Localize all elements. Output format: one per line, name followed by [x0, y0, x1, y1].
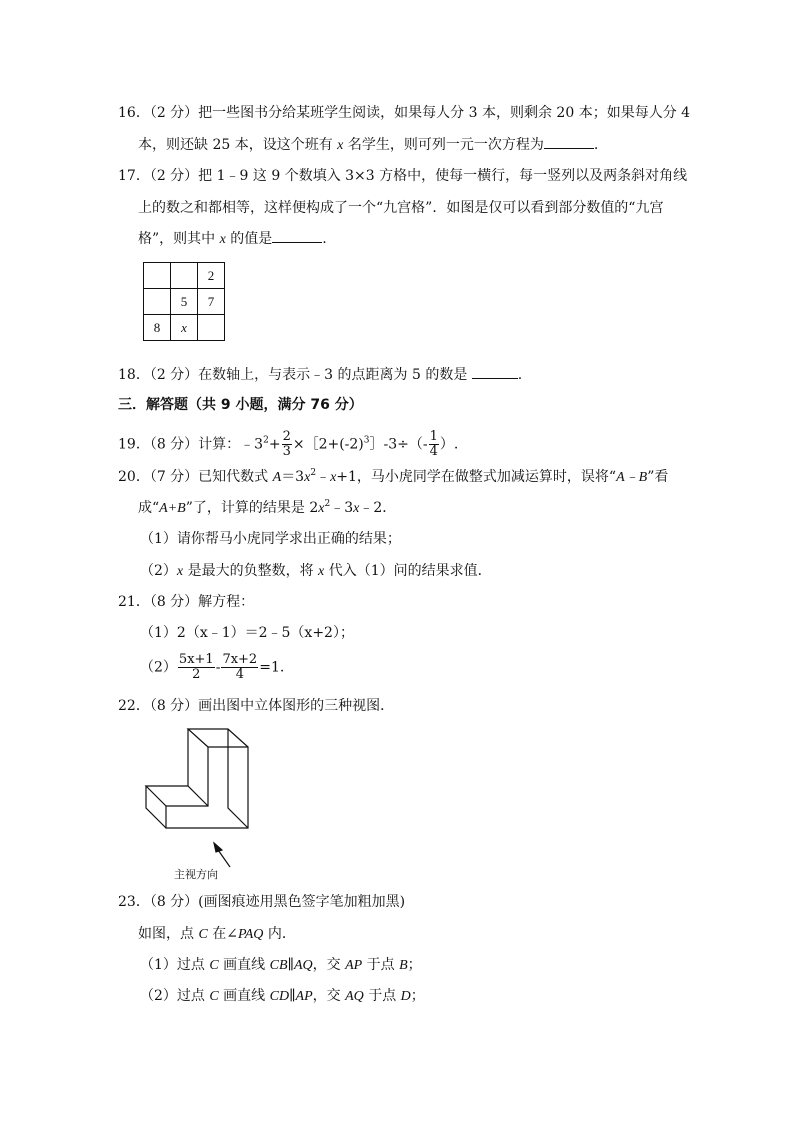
q18-line [118, 366, 522, 384]
grid-cell: x [171, 315, 198, 341]
top-face [188, 729, 248, 747]
q19-exp: 2 [263, 435, 269, 446]
q20-exp: 2 [310, 468, 317, 478]
q16-line1: 16．（2 分）把一些图书分给某班学生阅读，如果每人分 3 本，则剩余 20 本；如果每人分 4 [118, 105, 691, 121]
q23-var: CB [269, 958, 288, 973]
q20-text: ＝3 [281, 469, 305, 485]
frac-den: 4 [429, 444, 438, 459]
q21-op: - [215, 659, 221, 676]
q23-text: ； [407, 957, 422, 973]
q19-term: ］-3÷（- [369, 436, 428, 453]
q20-text: 20．（7 分）已知代数式 [118, 469, 273, 485]
q23-var: C [198, 927, 208, 942]
q23-text: （2）过点 [140, 988, 210, 1004]
q20-text: ”了，计算的结果是 2 [185, 500, 319, 516]
frac-num: 2 [282, 429, 291, 444]
frac-den: 3 [282, 444, 291, 459]
q16-end: . [593, 137, 599, 153]
q23-text: 如图，点 [138, 926, 199, 942]
q23-var: AQ [345, 989, 364, 1004]
q23-var: CD [269, 989, 290, 1004]
grid-cell [144, 263, 171, 289]
low-top [146, 786, 208, 806]
q20-var: x [318, 501, 325, 516]
grid-cell: 5 [171, 289, 198, 315]
q19-op: + [268, 436, 281, 453]
q20-text: 是最大的负整数，将 [183, 563, 319, 579]
q23-text: 画直线 [218, 988, 270, 1004]
q21-end: =1. [259, 659, 285, 676]
grid-cell [171, 263, 198, 289]
q21-label: （2） [140, 659, 177, 676]
magic-square-grid [143, 262, 225, 341]
q20-text: 成“ [138, 500, 160, 516]
q23-var: B [399, 958, 408, 973]
q20-line2 [138, 499, 396, 518]
q16-answer-blank[interactable] [544, 136, 594, 149]
q19-term: ×［2+(-2) [292, 436, 364, 453]
q20-text: ﹣ [316, 469, 331, 485]
q23-title: 23．（8 分）(画图痕迹用黑色签字笔加粗加黑) [118, 894, 406, 910]
q23-text: 于点 [362, 957, 400, 973]
q16-text: 本，则还缺 25 本，设这个班有 [138, 137, 338, 153]
q20-var: x [176, 564, 184, 579]
q20-part1: （1）请你帮马小虎同学求出正确的结果； [140, 531, 401, 547]
low-left-side [146, 786, 166, 828]
q20-text: +1，马小虎同学在做整式加减运算时，误将“ [336, 469, 617, 485]
arrow-label: 主视方向 [174, 868, 218, 881]
frac-den: 2 [192, 667, 201, 682]
grid-cell [144, 289, 171, 315]
q21-part1: （1）2（x﹣1）＝2﹣5（x+2）； [140, 625, 354, 641]
q20-exp: 2 [324, 499, 331, 509]
q16-line2 [138, 136, 598, 155]
q19-term: ﹣3 [240, 436, 264, 453]
q18-text: 18．（2 分）在数轴上，与表示﹣3 的点距离为 5 的数是 [118, 367, 472, 383]
q23-var: C [209, 958, 219, 973]
q23-var: AP [345, 958, 363, 973]
q16-var: x [337, 138, 344, 153]
q18-answer-blank[interactable] [472, 366, 518, 379]
q20-text: ”看 [647, 469, 669, 485]
section-heading: 三．解答题（共 9 小题，满分 76 分） [118, 397, 363, 413]
q23-text: 内． [263, 926, 296, 942]
q20-var: A﹣B [616, 470, 648, 485]
q20-part2 [140, 562, 492, 581]
q17-var: x [219, 232, 226, 247]
q20-var: A+B [159, 501, 186, 516]
q17-text: 的值是 [225, 231, 273, 247]
q21-fraction [221, 653, 258, 682]
frac-num: 5x+1 [178, 652, 214, 667]
q20-text: （2） [140, 563, 177, 579]
frac-num: 1 [429, 429, 438, 444]
q23-part1 [140, 956, 422, 975]
q23-var: AP [295, 989, 313, 1004]
q20-var: x [330, 470, 337, 485]
q23-part2 [140, 987, 425, 1006]
q20-var: A [272, 470, 282, 485]
q19-term: ）. [439, 436, 459, 453]
grid-cell [198, 315, 225, 341]
frac-den: 4 [235, 667, 244, 682]
q23-var: PAQ [237, 927, 264, 942]
q20-text: 代入（1）问的结果求值． [324, 563, 492, 579]
grid-cell: 2 [198, 263, 225, 289]
q17-line1: 17．（2 分）把 1﹣9 这 9 个数填入 3×3 方格中，使每一横行，每一竖列以及两条斜对角线 [118, 168, 688, 184]
q19-fraction [282, 430, 292, 459]
q20-var: x [318, 564, 325, 579]
frac-num: 7x+2 [222, 652, 258, 667]
q17-text: 格”，则其中 [138, 231, 220, 247]
q22-title: 22．（8 分）画出图中立体图形的三种视图． [118, 698, 395, 714]
q23-text: 在∠ [207, 926, 238, 942]
q17-answer-blank[interactable] [272, 230, 322, 243]
q23-text: 于点 [363, 988, 401, 1004]
q17-end: . [322, 231, 327, 247]
q21-title: 21．（8 分）解方程： [118, 594, 255, 610]
q20-text: ﹣3 [330, 500, 354, 516]
q23-text: ，交 [312, 957, 346, 973]
q18-end: . [517, 367, 523, 383]
3d-solid-figure [138, 722, 298, 892]
q16-text: 名学生，则可列一元一次方程为 [343, 137, 544, 153]
q20-var: x [304, 470, 311, 485]
grid-cell: 8 [144, 315, 171, 341]
q23-var: AQ [293, 958, 313, 973]
q23-var: C [209, 989, 219, 1004]
q23-text: 画直线 [218, 957, 270, 973]
q19-exp: 3 [363, 435, 370, 446]
q17-line3 [138, 230, 327, 249]
q23-text: ； [410, 988, 425, 1004]
q23-text: ，交 [312, 988, 346, 1004]
q21-part2 [140, 653, 284, 682]
q23-line1 [138, 925, 296, 944]
q23-var: D [400, 989, 411, 1004]
q23-text: ∥ [287, 957, 294, 973]
q23-text: ∥ [289, 988, 296, 1004]
q20-var: x [353, 501, 360, 516]
q19-prefix: 19．（8 分）计算： [118, 436, 241, 453]
grid-cell: 7 [198, 289, 225, 315]
q21-fraction [178, 653, 215, 682]
q19-fraction [429, 430, 439, 459]
q20-line1 [118, 468, 668, 487]
arrow-head-icon [214, 843, 222, 852]
q19-line [118, 430, 458, 459]
q17-line2: 上的数之和都相等，这样便构成了一个“九宫格”．如图是仅可以看到部分数值的“九宫 [138, 200, 664, 216]
q23-text: （1）过点 [140, 957, 210, 973]
q20-text: ﹣2． [359, 500, 397, 516]
